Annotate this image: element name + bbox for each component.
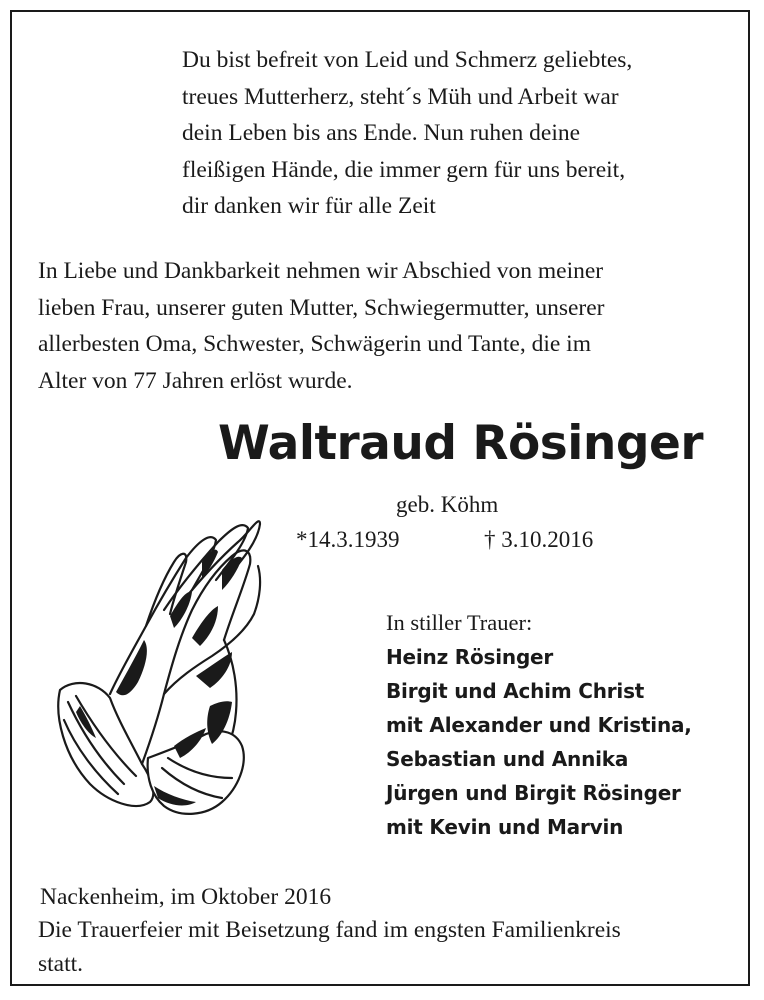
- funeral-note-line: statt.: [38, 951, 84, 977]
- verse-line: Du bist befreit von Leid und Schmerz geliebtes,: [182, 47, 633, 73]
- funeral-note: [38, 913, 738, 981]
- verse-line: treues Mutterherz, steht´s Müh und Arbeit war: [182, 83, 619, 110]
- praying-hands-icon: [46, 506, 268, 818]
- mourner-name: mit Alexander und Kristina,: [386, 713, 692, 737]
- mourner-name: Birgit und Achim Christ: [386, 679, 645, 703]
- verse-line: dir danken wir für alle Zeit: [182, 193, 436, 219]
- mourners-block: [386, 606, 692, 844]
- deceased-name: Waltraud Rösinger: [218, 416, 704, 471]
- funeral-note-line: Die Trauerfeier mit Beisetzung fand im engsten Familienkreis: [38, 917, 621, 943]
- farewell-line: allerbesten Oma, Schwester, Schwägerin und Tante, die im: [38, 331, 591, 357]
- mourner-name: mit Kevin und Marvin: [386, 815, 624, 839]
- farewell-line: Alter von 77 Jahren erlöst wurde.: [38, 367, 353, 394]
- mourner-name: Heinz Rösinger: [386, 645, 554, 669]
- verse-line: fleißigen Hände, die immer gern für uns bereit,: [182, 156, 626, 183]
- mourners-label: In stiller Trauer:: [386, 610, 533, 635]
- maiden-name: geb. Köhm: [396, 492, 499, 517]
- death-date: † 3.10.2016: [484, 527, 594, 552]
- life-dates: [296, 524, 594, 556]
- place-date: Nackenheim, im Oktober 2016: [40, 884, 332, 910]
- farewell-line: In Liebe und Dankbarkeit nehmen wir Abschied von meiner: [38, 258, 604, 284]
- farewell-line: lieben Frau, unserer guten Mutter, Schwiegermutter, unserer: [38, 294, 605, 321]
- farewell-text: [38, 253, 738, 399]
- mourner-name: Jürgen und Birgit Rösinger: [386, 781, 681, 805]
- verse-line: dein Leben bis ans Ende. Nun ruhen deine: [182, 120, 581, 146]
- mourner-name: Sebastian und Annika: [386, 747, 629, 771]
- memorial-verse: [182, 42, 722, 225]
- birth-date: *14.3.1939: [296, 527, 400, 552]
